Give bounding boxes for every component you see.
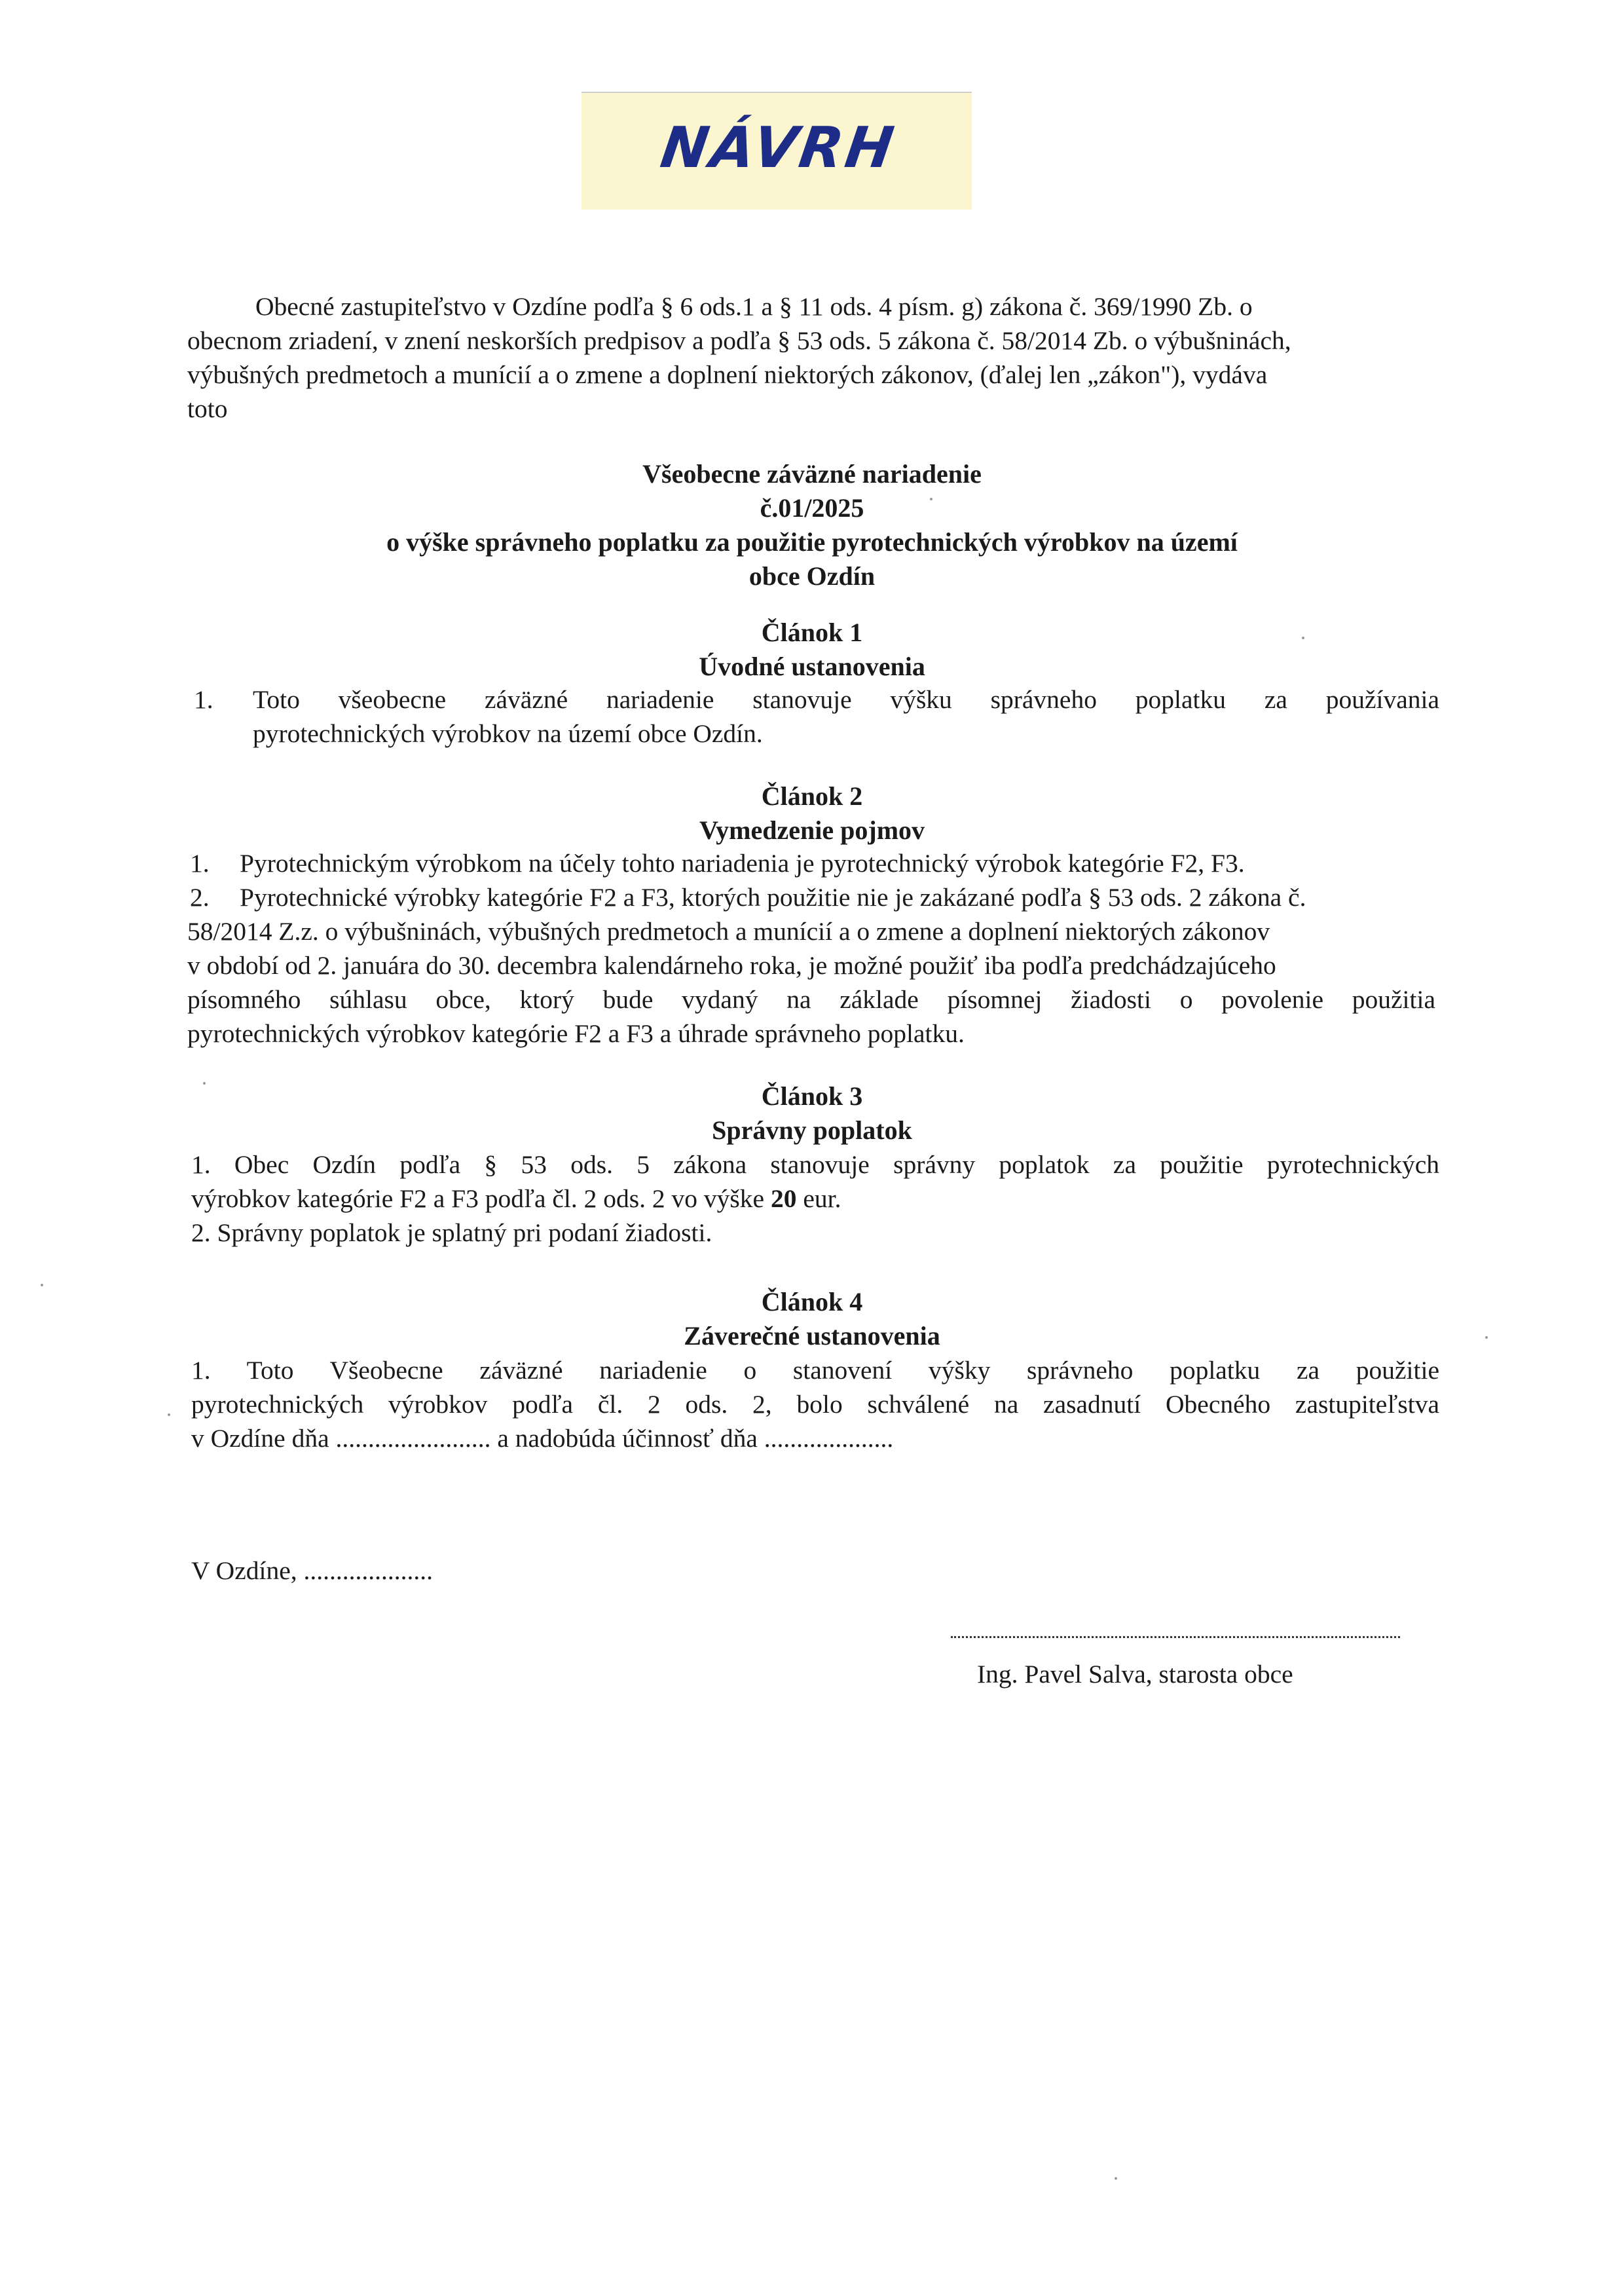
- article-1-item-1-line-2: pyrotechnických výrobkov na území obce Ozdín.: [253, 719, 763, 748]
- article-4-item-1-line-2: pyrotechnických výrobkov podľa čl. 2 ods. 2, bolo schválené na zasadnutí Obecného zastupiteľstva: [191, 1390, 1439, 1419]
- article-1-heading: Úvodné ustanovenia: [699, 652, 925, 681]
- article-3-item-1-line-2: [191, 1182, 841, 1216]
- draft-stamp-text: NÁVRH: [656, 115, 900, 181]
- preamble-line-1: Obecné zastupiteľstvo v Ozdíne podľa § 6 ods.1 a § 11 ods. 4 písm. g) zákona č. 369/1990 Zb. o: [255, 292, 1253, 321]
- article-2-item-2-line-2: 58/2014 Z.z. o výbušninách, výbušných predmetoch a munícií a o zmene a doplnení niektorých zákonov: [187, 917, 1270, 946]
- article-2-item-1-line-1: Pyrotechnickým výrobkom na účely tohto nariadenia je pyrotechnický výrobok kategórie F2, F3.: [240, 849, 1245, 878]
- article-2-item-1-number: 1.: [190, 849, 210, 878]
- regulation-subject: o výške správneho poplatku za použitie pyrotechnických výrobkov na území: [386, 527, 1238, 557]
- regulation-subject-municipality: obce Ozdín: [748, 561, 876, 591]
- draft-stamp: [581, 92, 972, 210]
- article-1-item-1-line-1: Toto všeobecne záväzné nariadenie stanovuje výšku správneho poplatku za používania: [253, 685, 1439, 714]
- scan-speck: [168, 1413, 170, 1416]
- article-1-number: Článok 1: [761, 618, 863, 647]
- article-4-item-1-line-3: v Ozdíne dňa ........................ a nadobúda účinnosť dňa ....................: [191, 1424, 894, 1453]
- signature-line: [951, 1636, 1400, 1638]
- article-4-number: Článok 4: [761, 1287, 863, 1316]
- article-1-item-1-number: 1.: [194, 685, 213, 714]
- article-3-number: Článok 3: [761, 1081, 863, 1111]
- article-2-number: Článok 2: [761, 781, 863, 811]
- scan-speck: [1115, 2177, 1117, 2180]
- article-2-item-2-line-5: pyrotechnických výrobkov kategórie F2 a F3 a úhrade správneho poplatku.: [187, 1019, 965, 1048]
- preamble-line-2: obecnom zriadení, v znení neskorších predpisov a podľa § 53 ods. 5 zákona č. 58/2014 Zb. o výbušninách,: [187, 326, 1291, 355]
- fee-currency: eur.: [796, 1184, 841, 1213]
- preamble-line-4: toto: [187, 394, 228, 423]
- scan-speck: [1485, 1336, 1488, 1339]
- fee-amount: 20: [770, 1184, 797, 1213]
- regulation-title: Všeobecne záväzné nariadenie: [642, 459, 982, 489]
- article-2-item-2-line-4: písomného súhlasu obce, ktorý bude vydaný na základe písomnej žiadosti o povolenie použitia: [187, 985, 1435, 1014]
- article-3-item-1-text: výrobkov kategórie F2 a F3 podľa čl. 2 ods. 2 vo výške: [191, 1184, 771, 1213]
- preamble-line-3: výbušných predmetoch a munícií a o zmene a doplnení niektorých zákonov, (ďalej len „zákon"), vydáva: [187, 360, 1268, 389]
- article-2-heading: Vymedzenie pojmov: [699, 815, 925, 845]
- regulation-number: č.01/2025: [760, 493, 864, 523]
- article-2-item-2-number: 2.: [190, 883, 210, 912]
- article-2-item-2-line-3: v období od 2. januára do 30. decembra kalendárneho roka, je možné použiť iba podľa predchádzajúceho: [187, 951, 1276, 980]
- article-3-heading: Správny poplatok: [712, 1115, 912, 1145]
- article-4-item-1-line-1: 1. Toto Všeobecne záväzné nariadenie o stanovení výšky správneho poplatku za použitie: [191, 1356, 1439, 1385]
- signature-name: Ing. Pavel Salva, starosta obce: [977, 1660, 1293, 1689]
- scan-speck: [41, 1284, 43, 1286]
- scan-speck: [930, 498, 932, 500]
- article-3-item-1-line-1: 1. Obec Ozdín podľa § 53 ods. 5 zákona stanovuje správny poplatok za použitie pyrotechnických: [191, 1150, 1439, 1179]
- scan-speck: [203, 1082, 206, 1085]
- scan-speck: [1302, 637, 1304, 639]
- article-3-item-2: 2. Správny poplatok je splatný pri podaní žiadosti.: [191, 1218, 712, 1247]
- article-4-heading: Záverečné ustanovenia: [684, 1321, 940, 1351]
- article-2-item-2-line-1: Pyrotechnické výrobky kategórie F2 a F3, ktorých použitie nie je zakázané podľa § 53 ods. 2 zákona č.: [240, 883, 1306, 912]
- place-date-line: V Ozdíne, ....................: [191, 1556, 434, 1585]
